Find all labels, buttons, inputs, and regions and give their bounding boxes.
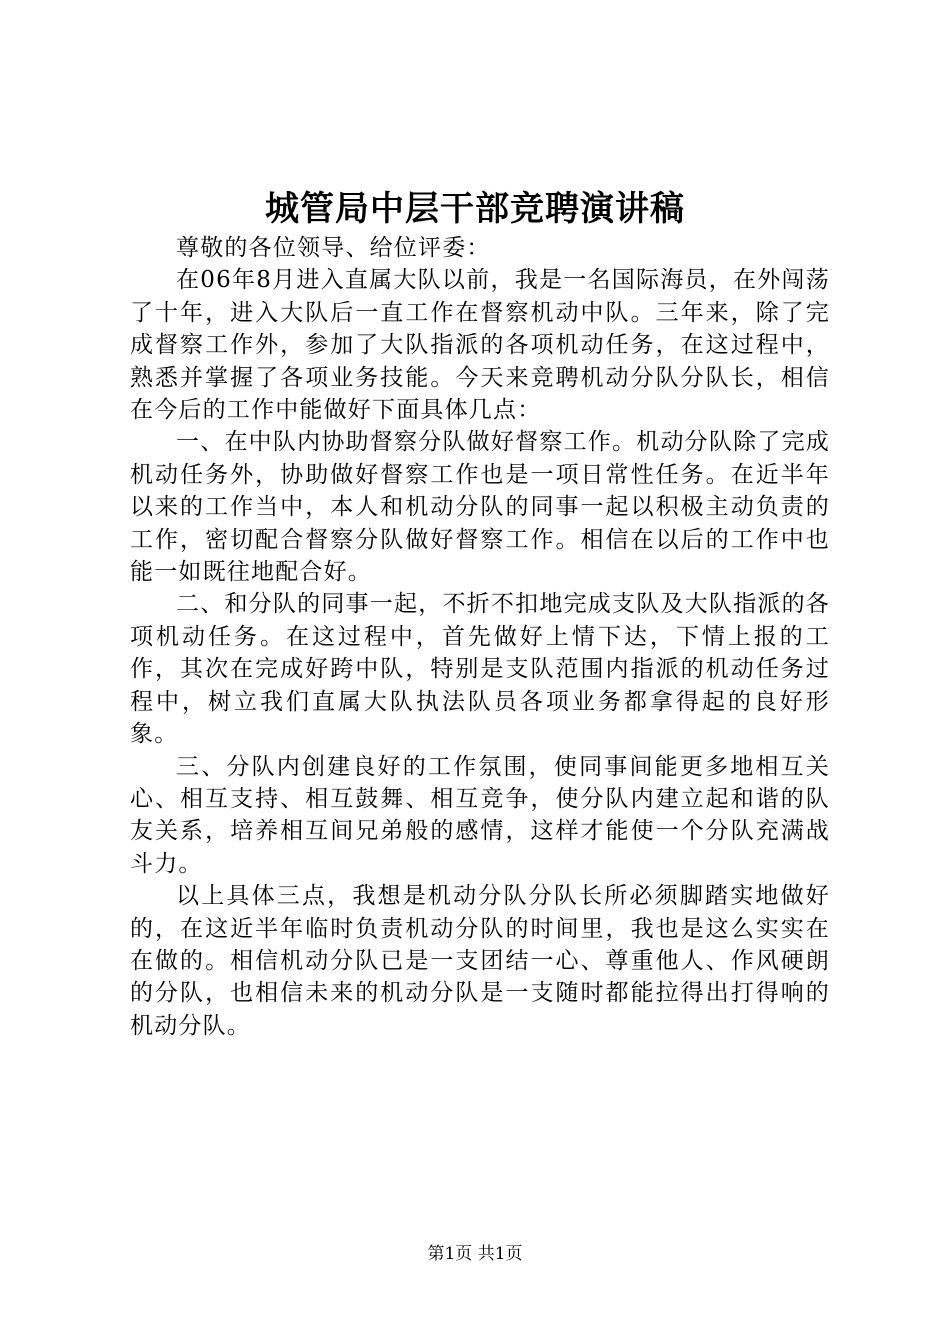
intro-paragraph: 在06年8月进入直属大队以前，我是一名国际海员，在外闯荡了十年，进入大队后一直工作在督察机动中队。三年来，除了完成督察工作外，参加了大队指派的各项机动任务，在这过程中，熟悉并掌握了各项业务技能。今天来竞聘机动分队分队长，相信在今后的工作中能做好下面具体几点：	[130, 267, 830, 424]
document-body	[130, 232, 830, 1042]
page-footer: 第1页 共1页	[427, 1244, 523, 1264]
conclusion-paragraph: 以上具体三点，我想是机动分队分队长所必须脚踏实地做好的，在这近半年临时负责机动分队的时间里，我也是这么实实在在做的。相信机动分队已是一支团结一心、尊重他人、作风硬朗的分队，也相信未来的机动分队是一支随时都能拉得出打得响的机动分队。	[130, 883, 830, 1039]
salutation-paragraph: 尊敬的各位领导、给位评委：	[176, 235, 491, 261]
document-title: 城管局中层干部竞聘演讲稿	[265, 189, 685, 229]
point-two-paragraph: 二、和分队的同事一起，不折不扣地完成支队及大队指派的各项机动任务。在这过程中，首先做好上情下达，下情上报的工作，其次在完成好跨中队，特别是支队范围内指派的机动任务过程中，树立我们直属大队执法队员各项业务都拿得起的良好形象。	[130, 591, 830, 748]
point-three-paragraph: 三、分队内创建良好的工作氛围，使同事间能更多地相互关心、相互支持、相互鼓舞、相互竞争，使分队内建立起和谐的队友关系，培养相互间兄弟般的感情，这样才能使一个分队充满战斗力。	[130, 753, 830, 877]
point-one-paragraph: 一、在中队内协助督察分队做好督察工作。机动分队除了完成机动任务外，协助做好督察工作也是一项日常性任务。在近半年以来的工作当中，本人和机动分队的同事一起以积极主动负责的工作，密切配合督察分队做好督察工作。相信在以后的工作中也能一如既往地配合好。	[130, 429, 830, 586]
